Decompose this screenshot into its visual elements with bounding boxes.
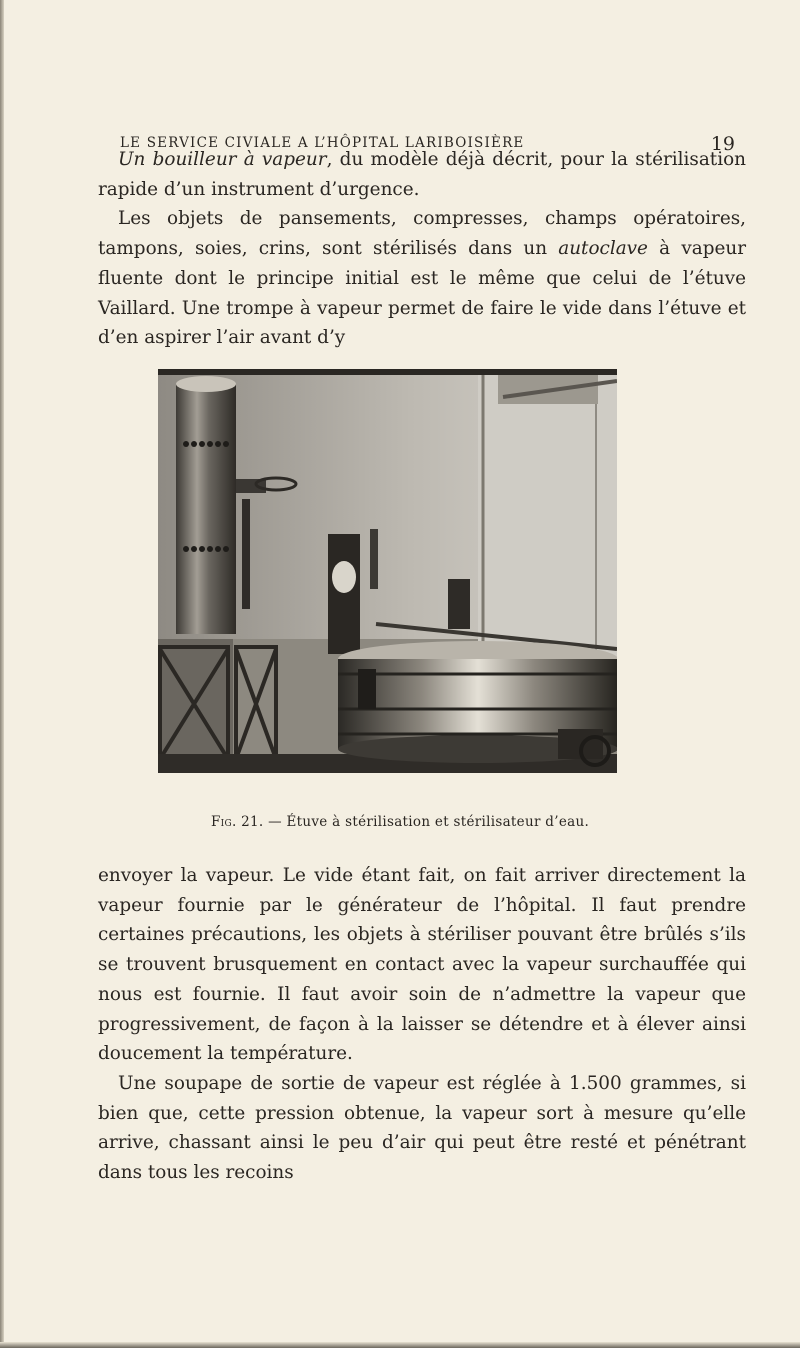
paragraph: Les objets de pansements, compresses, champs opératoires, tampons, soies, crins, sont stérilisés dans un autoclave à vapeur fluente dont le principe initial est le même que celui de l’étuve Vaillard. Une trompe à vapeur permet de faire le vide dans l’étuve et d’en aspirer l’air avant d’y xyxy=(98,208,746,349)
sterilizer-photo xyxy=(158,369,617,773)
page-number: 19 xyxy=(710,133,735,155)
italic-term: Un bouilleur à vapeur xyxy=(118,149,327,170)
figure-label: Fig. 21. xyxy=(210,814,264,830)
italic-term: autoclave xyxy=(558,238,648,260)
paragraph: Une soupape de sortie de vapeur est réglée à 1.500 grammes, si bien que, cette pression obtenue, la vapeur sort à mesure qu’elle arrive, chassant ainsi le peu d’air qui peut être resté et pénétrant dans tous les recoins xyxy=(98,1072,746,1184)
upper-text-block xyxy=(98,145,746,353)
lower-text-block xyxy=(98,861,746,1188)
running-title: LE SERVICE CIVIALE A L’HÔPITAL LARIBOISIÈRE xyxy=(120,135,525,151)
figure-caption xyxy=(0,814,800,830)
page-edge xyxy=(0,1342,800,1348)
figure-caption-text: — Étuve à stérilisation et stérilisateur d’eau. xyxy=(268,814,590,830)
figure-photograph xyxy=(158,369,617,773)
paragraph: Un bouilleur à vapeur, du modèle déjà décrit, pour la stérilisation rapide d’un instrument d’urgence. xyxy=(98,149,746,200)
page-edge xyxy=(0,0,4,1348)
paragraph: envoyer la vapeur. Le vide étant fait, on fait arriver directement la vapeur fournie par le générateur de l’hôpital. Il faut prendre certaines précautions, les objets à stériliser pouvant être brûlés s’ils se trouvent brusquement en contact avec la vapeur surchauffée qui nous est fournie. Il faut avoir soin de n’admettre la vapeur que progressivement, de façon à la laisser se détendre et à élever ainsi doucement la température. xyxy=(98,865,746,1065)
